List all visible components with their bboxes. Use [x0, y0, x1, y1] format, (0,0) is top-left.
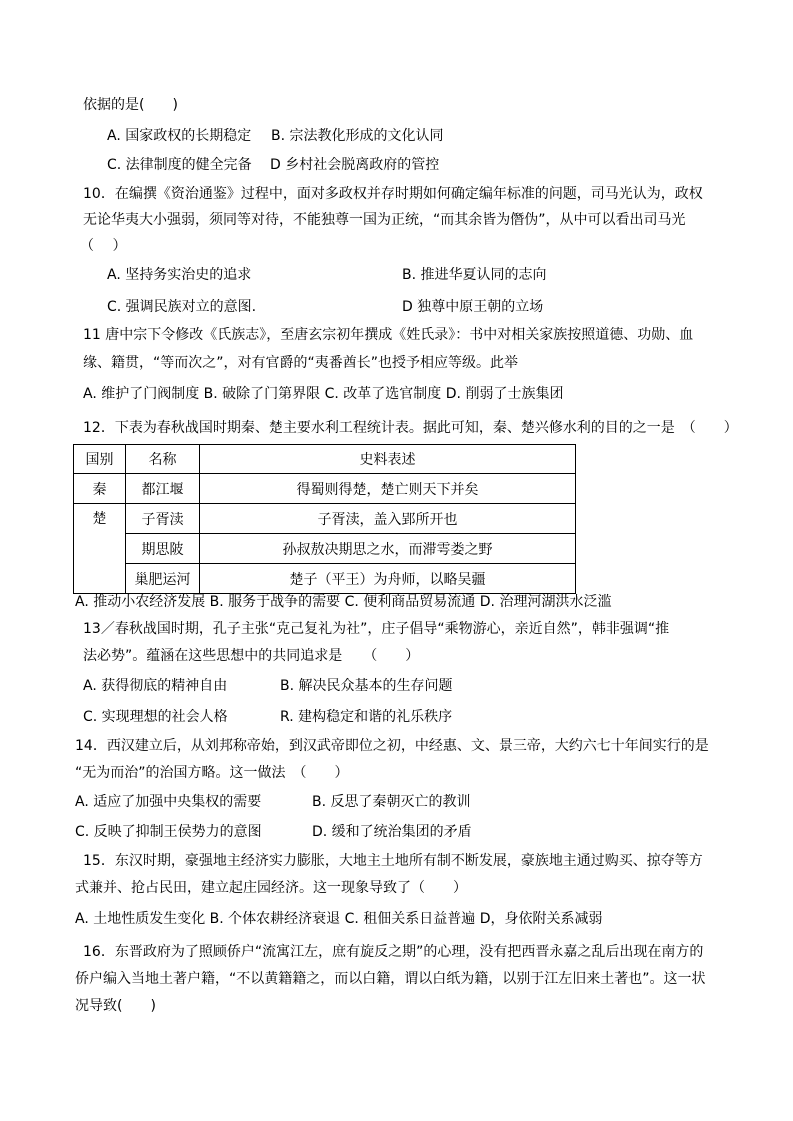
- q9-option-c: C. 法律制度的健全完备: [107, 157, 252, 173]
- cell-description: 得蜀则得楚，楚亡则天下并矣: [200, 474, 576, 504]
- q12-stem: 12．下表为春秋战国时期秦、楚主要水利工程统计表。据此可知，秦、楚兴修水利的目的之一是 （ ）: [83, 420, 738, 436]
- q10-stem-line-2: 无论华夷大小强弱，须同等对待，不能独尊一国为正统，“而其余皆为僭伪”，从中可以看出司马光: [83, 212, 686, 228]
- q14-stem-line-1: 14．西汉建立后，从刘邦称帝始，到汉武帝即位之初，中经惠、文、景三帝，大约六七十年间实行的是: [75, 738, 709, 754]
- cell-name: 巢肥运河: [126, 564, 200, 594]
- table-row: [74, 534, 576, 564]
- q12-options: A. 推动小农经济发展 B. 服务于战争的需要 C. 便利商品贸易流通 D. 治理河湖洪水泛滥: [75, 594, 612, 610]
- q15-options: A. 土地性质发生变化 B. 个体农耕经济衰退 C. 租佃关系日益普遍 D，身依附关系减弱: [75, 911, 603, 927]
- cell-name: 子胥渎: [126, 504, 200, 534]
- q16-stem-line-2: 侨户编入当地土著户籍，“不以黄籍籍之，而以白籍，谓以白纸为籍，以别于江左旧来土著也”。这一状: [75, 971, 706, 987]
- q10-option-b: B. 推进华夏认同的志向: [402, 267, 547, 283]
- header-name: 名称: [126, 445, 200, 474]
- q10-option-c: C. 强调民族对立的意图.: [107, 299, 257, 315]
- q13-option-a: A. 获得彻底的精神自由: [83, 678, 228, 694]
- table-row: [74, 474, 576, 504]
- q14-option-b: B. 反思了秦朝灭亡的教训: [312, 794, 471, 810]
- header-description: 史料表述: [200, 445, 576, 474]
- cell-name: 都江堰: [126, 474, 200, 504]
- q16-stem-line-1: 16．东晋政府为了照顾侨户“流寓江左，庶有旋反之期”的心理，没有把西晋永嘉之乱后出现在南方的: [83, 944, 704, 960]
- cell-description: 子胥渎，盖入郢所开也: [200, 504, 576, 534]
- cell-country-chu: 楚: [74, 504, 126, 594]
- q13-stem-line-1: 13／春秋战国时期，孔子主张“克己复礼为社”，庄子倡导“乘物游心，亲近自然”，韩非强调“推: [83, 621, 670, 637]
- q9-stem-tail: 依据的是( ): [83, 97, 178, 113]
- q10-answer-bracket: （ ）: [80, 238, 127, 254]
- q15-stem-line-2: 式兼并、抢占民田，建立起庄园经济。这一现象导致了（ ）: [75, 880, 467, 896]
- q11-stem-line-1: 11 唐中宗下令修改《氏族志》，至唐玄宗初年撰成《姓氏录》：书中对相关家族按照道德、功勋、血: [83, 327, 694, 343]
- q14-option-d: D. 缓和了统治集团的矛盾: [312, 824, 472, 840]
- table-row: [74, 564, 576, 594]
- header-country: 国别: [74, 445, 126, 474]
- q10-option-a: A. 坚持务实治史的追求: [107, 267, 252, 283]
- table-header-row: [74, 445, 576, 474]
- q10-option-d: D 独尊中原王朝的立场: [402, 299, 544, 315]
- q13-option-d: R. 建构稳定和谐的礼乐秩序: [280, 709, 453, 725]
- q14-option-a: A. 适应了加强中央集权的需要: [75, 794, 262, 810]
- q9-option-a: A. 国家政权的长期稳定: [107, 128, 252, 144]
- q9-option-b: B. 宗法教化形成的文化认同: [271, 128, 444, 144]
- q15-stem-line-1: 15．东汉时期，豪强地主经济实力膨胀，大地主土地所有制不断发展，豪族地主通过购买、掠夺等方: [83, 853, 703, 869]
- q10-stem-line-1: 10．在编撰《资治通鉴》过程中，面对多政权并存时期如何确定编年标准的问题，司马光认为，政权: [83, 186, 703, 202]
- q16-stem-line-3: 况导致( ): [75, 998, 156, 1014]
- q11-stem-line-2: 缘、籍贯，“等而次之”，对有官爵的“夷番酋长”也授予相应等级。此举: [83, 355, 519, 371]
- cell-description: 孙叔敖决期思之水，而滞雩娄之野: [200, 534, 576, 564]
- q14-option-c: C. 反映了抑制王侯势力的意图: [75, 824, 262, 840]
- q14-stem-line-2: “无为而治”的治国方略。这一做法 （ ）: [75, 765, 349, 781]
- cell-country-qin: 秦: [74, 474, 126, 504]
- water-projects-table: [73, 444, 576, 594]
- q13-stem-line-2: 法必势”。蕴涵在这些思想中的共同追求是 （ ）: [83, 648, 420, 664]
- cell-description: 楚子（平王）为舟师，以略吴疆: [200, 564, 576, 594]
- q13-option-c: C. 实现理想的社会人格: [83, 709, 228, 725]
- q9-option-d: D 乡村社会脱离政府的管控: [270, 157, 440, 173]
- q11-options: A. 维护了门阀制度 B. 破除了门第界限 C. 改革了选官制度 D. 削弱了士族集团: [83, 386, 564, 402]
- table-row: [74, 504, 576, 534]
- cell-name: 期思陂: [126, 534, 200, 564]
- q13-option-b: B. 解决民众基本的生存问题: [280, 678, 453, 694]
